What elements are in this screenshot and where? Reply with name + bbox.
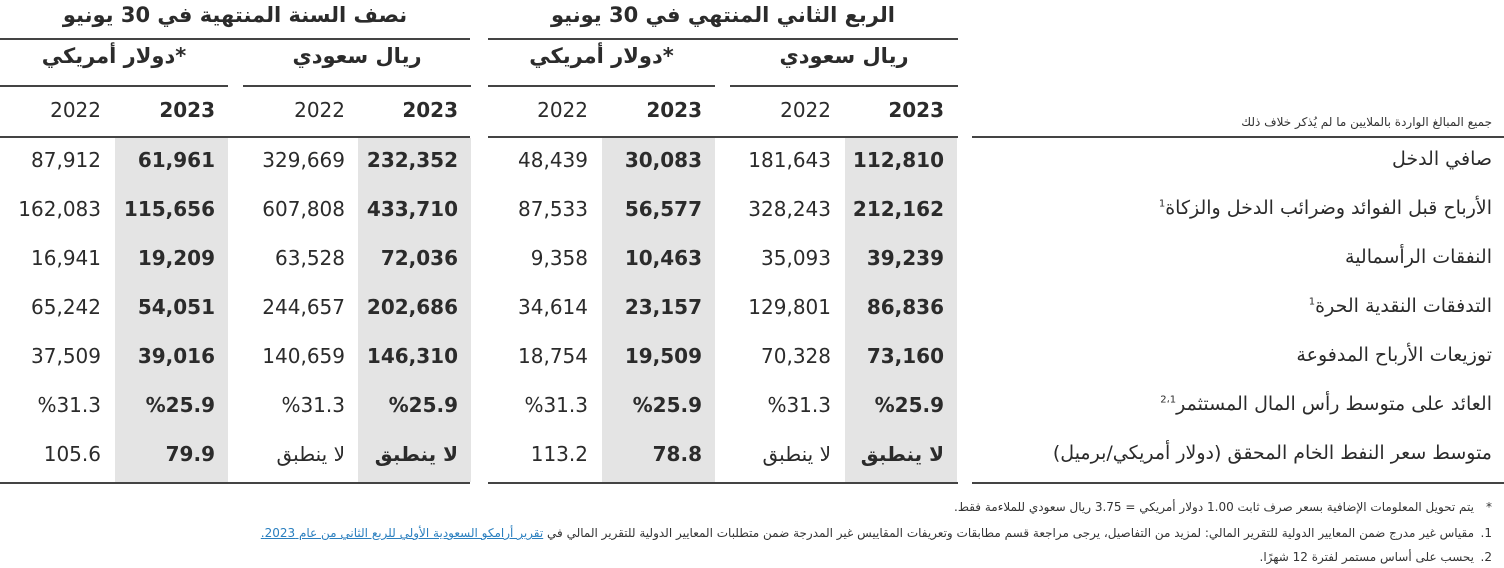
h-usd-year-2022: 2022 bbox=[50, 98, 101, 122]
cell-h-sar-2023: %25.9 bbox=[388, 393, 458, 417]
unit-note: جميع المبالغ الواردة بالملايين ما لم يُذكر خلاف ذلك bbox=[1241, 115, 1492, 129]
cell-h-usd-2022: 16,941 bbox=[31, 246, 101, 270]
cell-q-sar-2022: 181,643 bbox=[748, 148, 831, 172]
cell-h-sar-2023: 232,352 bbox=[366, 148, 458, 172]
row-label bbox=[1296, 344, 1492, 366]
cell-q-usd-2023: 10,463 bbox=[624, 246, 702, 270]
cell-h-sar-2022: 329,669 bbox=[262, 148, 345, 172]
cell-h-sar-2022: لا ينطبق bbox=[276, 442, 345, 466]
row-label bbox=[1392, 148, 1492, 170]
cell-q-sar-2022: 35,093 bbox=[761, 246, 831, 270]
cell-q-usd-2022: 18,754 bbox=[518, 344, 588, 368]
cell-h-usd-2022: 87,912 bbox=[31, 148, 101, 172]
cell-q-usd-2023: %25.9 bbox=[632, 393, 702, 417]
row-label bbox=[1309, 295, 1492, 317]
quarter-group-rule bbox=[488, 38, 958, 40]
cell-h-usd-2022: %31.3 bbox=[37, 393, 101, 417]
half-group-header: نصف السنة المنتهية في 30 يونيو bbox=[62, 3, 408, 27]
q-currency-usd: دولار أمريكي* bbox=[529, 44, 674, 68]
cell-h-usd-2022: 105.6 bbox=[43, 442, 101, 466]
q-usd-year-2022: 2022 bbox=[537, 98, 588, 122]
cell-h-usd-2023: 54,051 bbox=[137, 295, 215, 319]
cell-h-sar-2023: لا ينطبق bbox=[374, 442, 458, 466]
cell-q-usd-2023: 23,157 bbox=[624, 295, 702, 319]
row-footnote-ref: 2،1 bbox=[1160, 394, 1177, 406]
cell-q-sar-2023: 86,836 bbox=[866, 295, 944, 319]
quarter-bottom-rule bbox=[488, 482, 958, 484]
cell-q-sar-2023: 212,162 bbox=[852, 197, 944, 221]
row-label bbox=[1159, 197, 1492, 219]
row-label-text: العائد على متوسط رأس المال المستثمر bbox=[1176, 393, 1492, 415]
cell-q-sar-2022: 328,243 bbox=[748, 197, 831, 221]
quarter-year-rule bbox=[488, 136, 958, 138]
q-usd-year-2023: 2023 bbox=[646, 98, 702, 122]
q-sar-year-2022: 2022 bbox=[780, 98, 831, 122]
cell-q-usd-2022: %31.3 bbox=[524, 393, 588, 417]
cell-h-usd-2022: 162,083 bbox=[18, 197, 101, 221]
q-sar-rule bbox=[730, 85, 958, 87]
row-label bbox=[1053, 442, 1492, 464]
row-label bbox=[1345, 246, 1492, 268]
row-label bbox=[1160, 393, 1492, 415]
row-label-text: التدفقات النقدية الحرة bbox=[1315, 295, 1492, 317]
cell-h-sar-2022: 244,657 bbox=[262, 295, 345, 319]
cell-h-usd-2023: 19,209 bbox=[137, 246, 215, 270]
h-currency-sar: ريال سعودي bbox=[292, 44, 422, 68]
footnote-2-mark: 2. bbox=[1480, 550, 1492, 564]
cell-q-sar-2023: لا ينطبق bbox=[860, 442, 944, 466]
footnote-1-report-link[interactable]: تقرير أرامكو السعودية الأولي للربع الثاني من عام 2023. bbox=[260, 526, 544, 540]
cell-h-usd-2023: %25.9 bbox=[145, 393, 215, 417]
cell-h-sar-2023: 146,310 bbox=[366, 344, 458, 368]
cell-q-sar-2022: 129,801 bbox=[748, 295, 831, 319]
h-usd-rule bbox=[0, 85, 228, 87]
cell-q-sar-2023: 73,160 bbox=[866, 344, 944, 368]
h-usd-year-2023: 2023 bbox=[159, 98, 215, 122]
cell-h-sar-2022: %31.3 bbox=[281, 393, 345, 417]
row-footnote-ref: 1 bbox=[1308, 296, 1316, 308]
cell-h-usd-2023: 115,656 bbox=[123, 197, 215, 221]
cell-h-sar-2022: 140,659 bbox=[262, 344, 345, 368]
label-col-bottom-rule bbox=[972, 482, 1504, 484]
cell-q-usd-2022: 34,614 bbox=[518, 295, 588, 319]
cell-h-usd-2022: 65,242 bbox=[31, 295, 101, 319]
cell-q-sar-2022: %31.3 bbox=[767, 393, 831, 417]
footnote-2-text: يحسب على أساس مستمر لفترة 12 شهرًا. bbox=[1259, 550, 1474, 564]
row-label-text: توزيعات الأرباح المدفوعة bbox=[1296, 344, 1492, 366]
footnote-1-text: مقياس غير مدرج ضمن المعايير الدولية للتقرير المالي: لمزيد من التفاصيل، يرجى مراجعة قسم مطابقات وتعريفات المقاييس غير المدرجة ضمن متطلبات المعايير الدولية للتقرير المالي في bbox=[547, 526, 1474, 540]
cell-h-sar-2023: 72,036 bbox=[380, 246, 458, 270]
cell-h-sar-2022: 607,808 bbox=[262, 197, 345, 221]
cell-h-sar-2022: 63,528 bbox=[275, 246, 345, 270]
quarter-group-header: الربع الثاني المنتهي في 30 يونيو bbox=[551, 3, 895, 27]
cell-h-sar-2023: 433,710 bbox=[366, 197, 458, 221]
cell-q-usd-2022: 87,533 bbox=[518, 197, 588, 221]
cell-h-usd-2023: 79.9 bbox=[165, 442, 215, 466]
cell-q-usd-2023: 30,083 bbox=[624, 148, 702, 172]
row-label-text: الأرباح قبل الفوائد وضرائب الدخل والزكاة bbox=[1165, 197, 1492, 219]
label-col-rule bbox=[972, 136, 1504, 138]
row-label-text: صافي الدخل bbox=[1391, 148, 1492, 170]
row-footnote-ref: 1 bbox=[1158, 198, 1166, 210]
cell-q-sar-2022: 70,328 bbox=[761, 344, 831, 368]
cell-q-usd-2022: 113.2 bbox=[530, 442, 588, 466]
q-sar-year-2023: 2023 bbox=[888, 98, 944, 122]
h-currency-usd: دولار أمريكي* bbox=[41, 44, 187, 68]
cell-q-usd-2022: 9,358 bbox=[530, 246, 588, 270]
footnote-2 bbox=[1260, 550, 1493, 564]
q-usd-rule bbox=[488, 85, 715, 87]
cell-q-usd-2023: 56,577 bbox=[624, 197, 702, 221]
footnote-1-mark: 1. bbox=[1480, 526, 1492, 540]
cell-h-sar-2023: 202,686 bbox=[366, 295, 458, 319]
h-sar-year-2022: 2022 bbox=[294, 98, 345, 122]
h-sar-year-2023: 2023 bbox=[402, 98, 458, 122]
row-label-text: النفقات الرأسمالية bbox=[1345, 246, 1492, 268]
row-label-text: متوسط سعر النفط الخام المحقق (دولار أمريكي/برميل) bbox=[1052, 442, 1492, 464]
cell-h-usd-2023: 39,016 bbox=[137, 344, 215, 368]
cell-h-usd-2022: 37,509 bbox=[31, 344, 101, 368]
cell-q-usd-2022: 48,439 bbox=[518, 148, 588, 172]
cell-h-usd-2023: 61,961 bbox=[137, 148, 215, 172]
cell-q-sar-2023: 39,239 bbox=[866, 246, 944, 270]
half-bottom-rule bbox=[0, 482, 470, 484]
footnote-star-text: يتم تحويل المعلومات الإضافية بسعر صرف ثابت 1.00 دولار أمريكي = 3.75 ريال سعودي للملاءمة فقط. bbox=[954, 500, 1474, 514]
footnote-star-mark: * bbox=[1486, 500, 1492, 514]
cell-q-sar-2023: %25.9 bbox=[874, 393, 944, 417]
cell-q-sar-2022: لا ينطبق bbox=[762, 442, 831, 466]
cell-q-usd-2023: 78.8 bbox=[652, 442, 702, 466]
half-year-rule bbox=[0, 136, 470, 138]
footnote-1 bbox=[261, 526, 1492, 540]
h-sar-rule bbox=[243, 85, 471, 87]
cell-q-sar-2023: 112,810 bbox=[852, 148, 944, 172]
cell-q-usd-2023: 19,509 bbox=[624, 344, 702, 368]
footnote-star bbox=[954, 500, 1492, 514]
q-currency-sar: ريال سعودي bbox=[779, 44, 909, 68]
half-group-rule bbox=[0, 38, 470, 40]
